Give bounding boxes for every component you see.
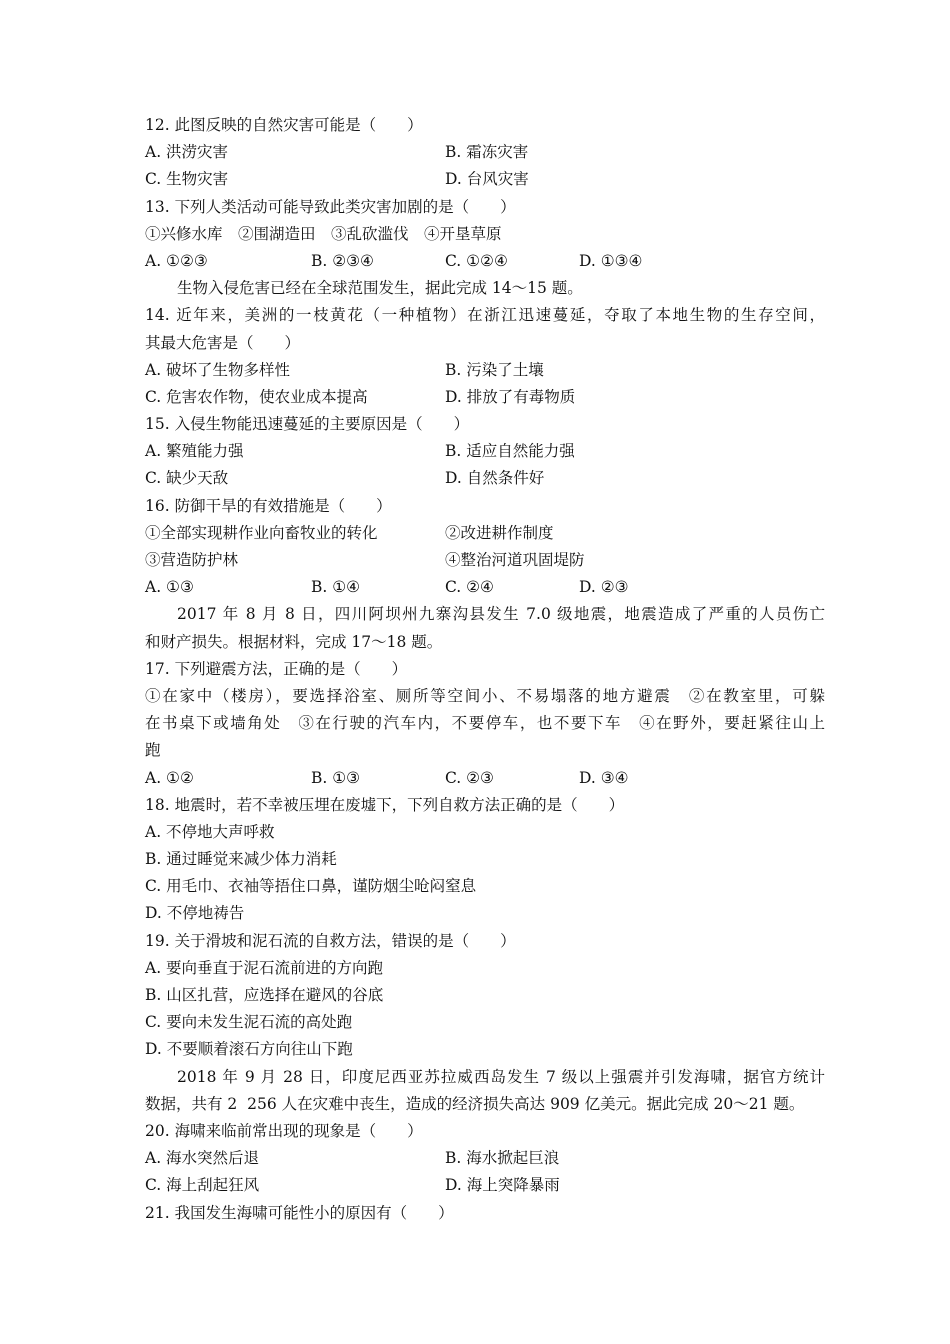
q18-option-a: A. 不停地大声呼救 bbox=[145, 822, 275, 841]
q17-items-line3: 跑 bbox=[145, 741, 161, 760]
q13-options bbox=[145, 248, 825, 275]
q15-option-c: C. 缺少天敌 bbox=[145, 469, 229, 488]
q16-option-b: B. ①④ bbox=[311, 578, 361, 597]
q16-stem: 16. 防御干旱的有效措施是（ ） bbox=[145, 496, 392, 515]
q20-option-d: D. 海上突降暴雨 bbox=[445, 1176, 560, 1195]
exam-page bbox=[145, 112, 825, 1227]
q16-item-4: ④整治河道巩固堤防 bbox=[445, 551, 585, 569]
q20-options-row2 bbox=[145, 1172, 825, 1199]
q16-option-a: A. ①③ bbox=[145, 578, 194, 597]
intro-20-21-line1: 2018 年 9 月 28 日，印度尼西亚苏拉威西岛发生 7 级以上强震并引发海啸，据官方统计 bbox=[177, 1067, 825, 1086]
q18-stem: 18. 地震时，若不幸被压埋在废墟下，下列自救方法正确的是（ ） bbox=[145, 795, 625, 814]
q17-options bbox=[145, 765, 825, 792]
q16-items-row1 bbox=[145, 520, 825, 547]
q19-option-d: D. 不要顺着滚石方向往山下跑 bbox=[145, 1040, 353, 1059]
q15-options-row1 bbox=[145, 438, 825, 465]
q19-stem: 19. 关于滑坡和泥石流的自救方法，错误的是（ ） bbox=[145, 931, 516, 950]
q20-option-c: C. 海上刮起狂风 bbox=[145, 1176, 260, 1195]
q16-item-1: ①全部实现耕作业向畜牧业的转化 bbox=[145, 523, 378, 542]
q12-option-d: D. 台风灾害 bbox=[445, 170, 529, 189]
q21-stem: 21. 我国发生海啸可能性小的原因有（ ） bbox=[145, 1203, 454, 1222]
q17-stem: 17. 下列避震方法，正确的是（ ） bbox=[145, 659, 408, 678]
q12-options-row1 bbox=[145, 139, 825, 166]
q12-option-a: A. 洪涝灾害 bbox=[145, 143, 229, 162]
q19-option-c: C. 要向未发生泥石流的高处跑 bbox=[145, 1013, 353, 1032]
q13-items: ①兴修水库 ②围湖造田 ③乱砍滥伐 ④开垦草原 bbox=[145, 224, 502, 243]
q15-options-row2 bbox=[145, 465, 825, 492]
q15-option-a: A. 繁殖能力强 bbox=[145, 442, 244, 461]
q20-stem: 20. 海啸来临前常出现的现象是（ ） bbox=[145, 1121, 423, 1140]
q13-option-c: C. ①②④ bbox=[445, 251, 508, 270]
q12-option-b: B. 霜冻灾害 bbox=[445, 143, 529, 162]
q17-option-a: A. ①② bbox=[145, 768, 194, 787]
q15-stem: 15. 入侵生物能迅速蔓延的主要原因是（ ） bbox=[145, 415, 470, 434]
intro-20-21-line2: 数据，共有 2 256 人在灾难中丧生，造成的经济损失高达 909 亿美元。据此完成 20～21 题。 bbox=[145, 1094, 805, 1113]
q13-stem: 13. 下列人类活动可能导致此类灾害加剧的是（ ） bbox=[145, 197, 516, 216]
q16-option-c: C. ②④ bbox=[445, 578, 494, 597]
q17-option-d: D. ③④ bbox=[579, 768, 629, 787]
intro-17-18-line2: 和财产损失。根据材料，完成 17～18 题。 bbox=[145, 632, 443, 651]
q17-option-c: C. ②③ bbox=[445, 768, 494, 787]
q14-option-d: D. 排放了有毒物质 bbox=[445, 387, 576, 406]
q14-options-row1 bbox=[145, 357, 825, 384]
q18-option-d: D. 不停地祷告 bbox=[145, 904, 245, 923]
q16-item-2: ②改进耕作制度 bbox=[445, 523, 554, 542]
q16-options bbox=[145, 574, 825, 601]
q12-options-row2 bbox=[145, 166, 825, 193]
q17-items-line2: 在书桌下或墙角处 ③在行驶的汽车内，不要停车，也不要下车 ④在野外，要赶紧往山上 bbox=[145, 714, 825, 733]
q16-items-row2 bbox=[145, 547, 825, 574]
q12-option-c: C. 生物灾害 bbox=[145, 170, 229, 189]
q15-option-d: D. 自然条件好 bbox=[445, 469, 545, 488]
q14-stem-line2: 其最大危害是（ ） bbox=[145, 333, 301, 352]
q18-option-c: C. 用毛巾、衣袖等捂住口鼻，谨防烟尘呛闷窒息 bbox=[145, 877, 477, 896]
q18-option-b: B. 通过睡觉来减少体力消耗 bbox=[145, 850, 337, 869]
q13-option-b: B. ②③④ bbox=[311, 251, 374, 270]
q14-option-a: A. 破坏了生物多样性 bbox=[145, 360, 291, 379]
q14-options-row2 bbox=[145, 384, 825, 411]
q13-option-a: A. ①②③ bbox=[145, 251, 208, 270]
q14-stem-line1: 14. 近年来，美洲的一枝黄花（一种植物）在浙江迅速蔓延，夺取了本地生物的生存空间， bbox=[145, 306, 825, 325]
q20-options-row1 bbox=[145, 1145, 825, 1172]
q20-option-b: B. 海水掀起巨浪 bbox=[445, 1149, 560, 1168]
q12-stem: 12. 此图反映的自然灾害可能是（ ） bbox=[145, 116, 423, 134]
q16-option-d: D. ②③ bbox=[579, 578, 629, 597]
q14-option-c: C. 危害农作物，使农业成本提高 bbox=[145, 387, 368, 406]
intro-17-18-line1: 2017 年 8 月 8 日，四川阿坝州九寨沟县发生 7.0 级地震，地震造成了严重的人员伤亡 bbox=[177, 605, 825, 624]
q19-option-b: B. 山区扎营，应选择在避风的谷底 bbox=[145, 986, 384, 1004]
q15-option-b: B. 适应自然能力强 bbox=[445, 442, 575, 461]
q17-option-b: B. ①③ bbox=[311, 768, 361, 787]
intro-14-15: 生物入侵危害已经在全球范围发生，据此完成 14～15 题。 bbox=[177, 279, 583, 298]
q14-option-b: B. 污染了土壤 bbox=[445, 360, 544, 379]
q13-option-d: D. ①③④ bbox=[579, 251, 643, 270]
q17-items-line1: ①在家中（楼房），要选择浴室、厕所等空间小、不易塌落的地方避震 ②在教室里，可躲 bbox=[145, 686, 825, 705]
q19-option-a: A. 要向垂直于泥石流前进的方向跑 bbox=[145, 958, 384, 977]
q20-option-a: A. 海水突然后退 bbox=[145, 1149, 260, 1168]
q16-item-3: ③营造防护林 bbox=[145, 551, 239, 569]
